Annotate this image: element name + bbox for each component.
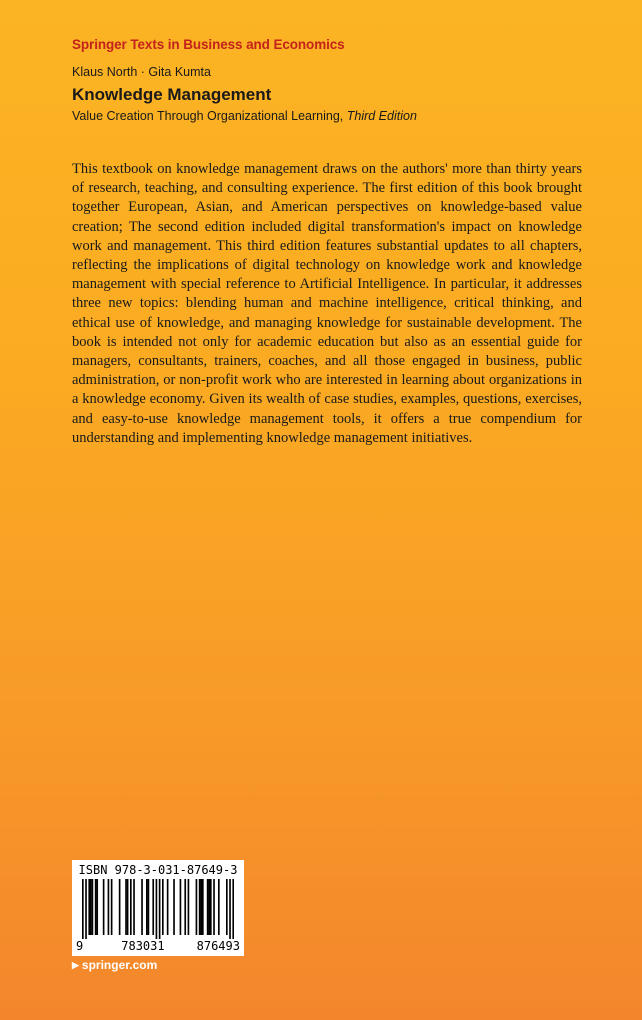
barcode-digit-group: 9: [76, 939, 84, 953]
barcode-bar: [184, 879, 186, 935]
barcode-bar: [218, 879, 220, 935]
barcode-bar: [119, 879, 121, 935]
barcode-bar: [82, 879, 84, 939]
isbn-label: ISBN 978-3-031-87649-3: [78, 863, 238, 877]
barcode-bars: [82, 879, 234, 939]
barcode-bar: [156, 879, 158, 939]
subtitle-main: Value Creation Through Organizational Learning,: [72, 109, 344, 123]
barcode-bar: [152, 879, 154, 935]
barcode-bar: [90, 879, 92, 935]
barcode-bar: [130, 879, 132, 935]
barcode-bar: [96, 879, 98, 935]
triangle-right-icon: ▶: [72, 959, 79, 970]
barcode-bar: [88, 879, 90, 935]
barcode-bar: [127, 879, 129, 935]
barcode-digit-group: 783031: [121, 939, 165, 953]
barcode-bar: [108, 879, 110, 935]
barcode-bar: [210, 879, 212, 935]
barcode-bar: [208, 879, 210, 935]
barcode-digit-group: 876493: [196, 939, 240, 953]
barcode-bar: [207, 879, 209, 935]
barcode-bar: [103, 879, 105, 935]
book-subtitle: [72, 109, 417, 123]
barcode-bar: [229, 879, 231, 939]
book-title: Knowledge Management: [72, 85, 272, 104]
barcode-digits: [76, 939, 240, 953]
series-name: Springer Texts in Business and Economics: [72, 37, 345, 52]
barcode-bar: [159, 879, 161, 939]
barcode-bar: [200, 879, 202, 935]
barcode-bar: [125, 879, 127, 935]
publisher-link[interactable]: [72, 958, 157, 972]
barcode-bar: [95, 879, 97, 935]
barcode-bar: [162, 879, 164, 935]
barcode-bar: [173, 879, 175, 935]
barcode-bar: [202, 879, 204, 935]
barcode-bar: [146, 879, 148, 935]
edition-label: Third Edition: [346, 109, 417, 123]
barcode-bar: [167, 879, 169, 935]
barcode-bar: [141, 879, 143, 935]
barcode-bar: [196, 879, 198, 935]
barcode-bar: [111, 879, 113, 935]
authors: Klaus North · Gita Kumta: [72, 65, 211, 79]
barcode-bar: [213, 879, 215, 935]
barcode-bar: [85, 879, 87, 939]
barcode-bar: [92, 879, 94, 935]
barcode-bar: [232, 879, 234, 939]
barcode-bar: [188, 879, 190, 935]
barcode-bar: [180, 879, 182, 935]
barcode-bar: [133, 879, 135, 935]
book-description: This textbook on knowledge management draws on the authors' more than thirty years of research, teaching, and consulting experience. The first edition of this book brought together European, Asian, and American perspectives on knowledge-based value creation; The second edition included digital transformation's impact on knowledge work and management. This third edition features substantial updates to all chapters, reflecting the implications of digital technology on knowledge work and knowledge management with special reference to Artificial Intelligence. In particular, it addresses three new topics: blending human and machine intelligence, critical thinking, and ethical use of knowledge, and managing knowledge for sustainable development. The book is intended not only for academic education but also as an essential guide for managers, consultants, trainers, coaches, and all those engaged in business, public administration, or non-profit work who are interested in learning about organizations in a knowledge economy. Given its wealth of case studies, examples, questions, exercises, and easy-to-use knowledge management tools, it offers a true compendium for understanding and implementing knowledge management initiatives.: [72, 161, 582, 446]
publisher-url: springer.com: [81, 958, 158, 972]
barcode-bar: [199, 879, 201, 935]
isbn-barcode: [72, 860, 244, 956]
barcode-bar: [226, 879, 228, 935]
barcode-bar: [148, 879, 150, 935]
